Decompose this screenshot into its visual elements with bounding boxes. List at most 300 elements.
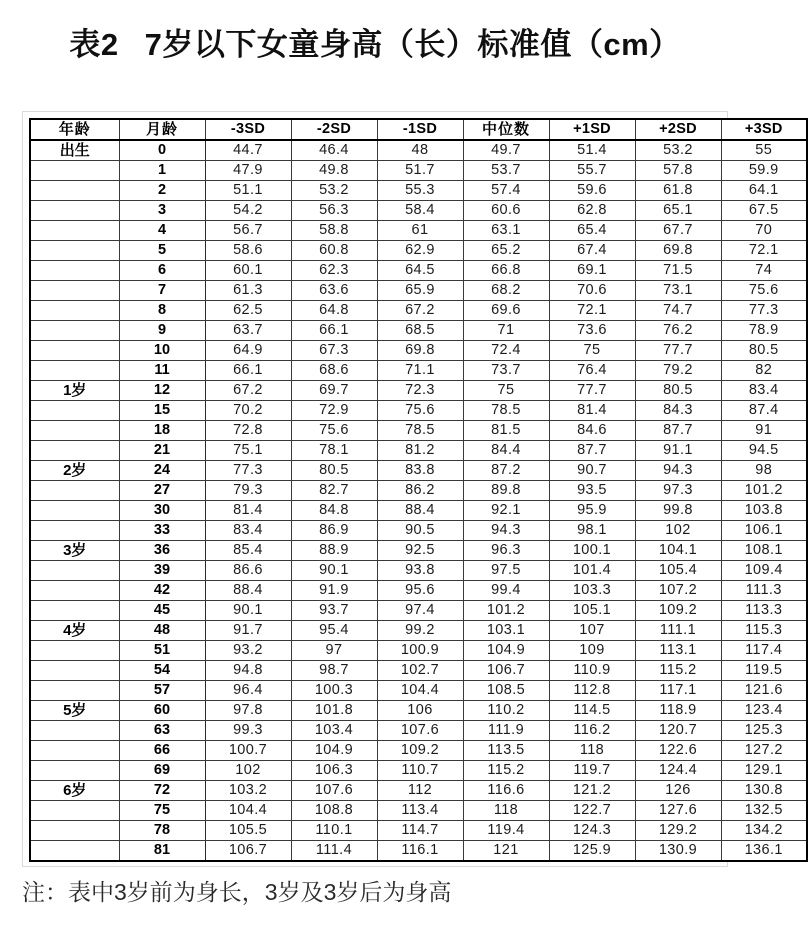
column-header-8[interactable]: +3SD bbox=[721, 119, 807, 140]
cell-age bbox=[30, 361, 119, 381]
cell-value: 100.1 bbox=[549, 541, 635, 561]
cell-value: 86.9 bbox=[291, 521, 377, 541]
cell-value: 78.5 bbox=[377, 421, 463, 441]
cell-value: 88.4 bbox=[205, 581, 291, 601]
cell-age bbox=[30, 321, 119, 341]
cell-value: 126 bbox=[635, 781, 721, 801]
table-row[interactable] bbox=[30, 181, 807, 201]
cell-value: 91.1 bbox=[635, 441, 721, 461]
cell-value: 103.3 bbox=[549, 581, 635, 601]
table-row[interactable] bbox=[30, 281, 807, 301]
cell-value: 81.4 bbox=[205, 501, 291, 521]
table-row[interactable] bbox=[30, 241, 807, 261]
cell-value: 109 bbox=[549, 641, 635, 661]
cell-value: 65.9 bbox=[377, 281, 463, 301]
cell-value: 95.9 bbox=[549, 501, 635, 521]
cell-month: 12 bbox=[119, 381, 205, 401]
cell-value: 57.4 bbox=[463, 181, 549, 201]
cell-value: 109.4 bbox=[721, 561, 807, 581]
cell-month: 7 bbox=[119, 281, 205, 301]
table-row[interactable] bbox=[30, 140, 807, 161]
table-row[interactable] bbox=[30, 221, 807, 241]
column-header-1[interactable]: 月龄 bbox=[119, 119, 205, 140]
cell-value: 68.6 bbox=[291, 361, 377, 381]
cell-value: 93.8 bbox=[377, 561, 463, 581]
cell-value: 101.2 bbox=[463, 601, 549, 621]
cell-value: 99.2 bbox=[377, 621, 463, 641]
cell-value: 61.8 bbox=[635, 181, 721, 201]
table-row[interactable] bbox=[30, 741, 807, 761]
cell-value: 66.1 bbox=[205, 361, 291, 381]
cell-value: 109.2 bbox=[377, 741, 463, 761]
cell-value: 122.6 bbox=[635, 741, 721, 761]
table-row[interactable] bbox=[30, 621, 807, 641]
cell-value: 115.3 bbox=[721, 621, 807, 641]
cell-value: 97.4 bbox=[377, 601, 463, 621]
cell-value: 116.6 bbox=[463, 781, 549, 801]
cell-value: 93.7 bbox=[291, 601, 377, 621]
table-row[interactable] bbox=[30, 361, 807, 381]
cell-value: 91.9 bbox=[291, 581, 377, 601]
cell-value: 124.3 bbox=[549, 821, 635, 841]
cell-value: 69.7 bbox=[291, 381, 377, 401]
cell-value: 53.7 bbox=[463, 161, 549, 181]
cell-value: 88.4 bbox=[377, 501, 463, 521]
cell-value: 83.4 bbox=[205, 521, 291, 541]
cell-value: 70.6 bbox=[549, 281, 635, 301]
cell-value: 114.5 bbox=[549, 701, 635, 721]
table-row[interactable] bbox=[30, 661, 807, 681]
cell-value: 106 bbox=[377, 701, 463, 721]
cell-value: 121.6 bbox=[721, 681, 807, 701]
cell-value: 75.6 bbox=[377, 401, 463, 421]
cell-value: 84.8 bbox=[291, 501, 377, 521]
cell-value: 117.1 bbox=[635, 681, 721, 701]
cell-value: 102 bbox=[635, 521, 721, 541]
cell-value: 81.4 bbox=[549, 401, 635, 421]
cell-value: 65.4 bbox=[549, 221, 635, 241]
table-row[interactable] bbox=[30, 161, 807, 181]
cell-value: 69.6 bbox=[463, 301, 549, 321]
cell-value: 72.4 bbox=[463, 341, 549, 361]
table-row[interactable] bbox=[30, 801, 807, 821]
cell-value: 97.5 bbox=[463, 561, 549, 581]
cell-value: 118 bbox=[549, 741, 635, 761]
cell-value: 55 bbox=[721, 140, 807, 161]
cell-value: 67.2 bbox=[205, 381, 291, 401]
cell-age bbox=[30, 661, 119, 681]
cell-age: 5岁 bbox=[30, 701, 119, 721]
cell-value: 64.5 bbox=[377, 261, 463, 281]
cell-month: 27 bbox=[119, 481, 205, 501]
cell-age bbox=[30, 761, 119, 781]
cell-value: 78.1 bbox=[291, 441, 377, 461]
cell-value: 59.6 bbox=[549, 181, 635, 201]
cell-value: 62.3 bbox=[291, 261, 377, 281]
cell-value: 112 bbox=[377, 781, 463, 801]
table-row[interactable] bbox=[30, 301, 807, 321]
cell-value: 99.8 bbox=[635, 501, 721, 521]
column-header-5[interactable]: 中位数 bbox=[463, 119, 549, 140]
cell-value: 67.2 bbox=[377, 301, 463, 321]
column-header-3[interactable]: -2SD bbox=[291, 119, 377, 140]
table-row[interactable] bbox=[30, 441, 807, 461]
cell-value: 94.8 bbox=[205, 661, 291, 681]
cell-value: 71.1 bbox=[377, 361, 463, 381]
cell-value: 79.3 bbox=[205, 481, 291, 501]
cell-value: 106.3 bbox=[291, 761, 377, 781]
table-row[interactable] bbox=[30, 821, 807, 841]
cell-value: 55.7 bbox=[549, 161, 635, 181]
cell-age bbox=[30, 421, 119, 441]
cell-age bbox=[30, 201, 119, 221]
cell-age bbox=[30, 641, 119, 661]
cell-value: 98.7 bbox=[291, 661, 377, 681]
cell-value: 108.8 bbox=[291, 801, 377, 821]
cell-value: 94.5 bbox=[721, 441, 807, 461]
cell-month: 24 bbox=[119, 461, 205, 481]
cell-value: 91.7 bbox=[205, 621, 291, 641]
column-header-2[interactable]: -3SD bbox=[205, 119, 291, 140]
cell-month: 57 bbox=[119, 681, 205, 701]
table-header bbox=[30, 119, 807, 140]
cell-value: 71.5 bbox=[635, 261, 721, 281]
cell-age bbox=[30, 281, 119, 301]
table-row[interactable] bbox=[30, 201, 807, 221]
cell-month: 0 bbox=[119, 140, 205, 161]
cell-age bbox=[30, 801, 119, 821]
table-row[interactable] bbox=[30, 601, 807, 621]
table-body bbox=[30, 140, 807, 861]
cell-value: 106.7 bbox=[205, 841, 291, 862]
cell-value: 130.9 bbox=[635, 841, 721, 862]
cell-value: 49.7 bbox=[463, 140, 549, 161]
cell-value: 48 bbox=[377, 140, 463, 161]
cell-month: 48 bbox=[119, 621, 205, 641]
cell-age bbox=[30, 181, 119, 201]
cell-month: 10 bbox=[119, 341, 205, 361]
cell-value: 87.7 bbox=[549, 441, 635, 461]
cell-value: 62.5 bbox=[205, 301, 291, 321]
cell-value: 127.2 bbox=[721, 741, 807, 761]
cell-value: 113.1 bbox=[635, 641, 721, 661]
cell-value: 79.2 bbox=[635, 361, 721, 381]
cell-value: 86.2 bbox=[377, 481, 463, 501]
cell-value: 44.7 bbox=[205, 140, 291, 161]
cell-age bbox=[30, 341, 119, 361]
cell-value: 88.9 bbox=[291, 541, 377, 561]
cell-value: 106.1 bbox=[721, 521, 807, 541]
cell-value: 84.3 bbox=[635, 401, 721, 421]
cell-month: 18 bbox=[119, 421, 205, 441]
cell-value: 118.9 bbox=[635, 701, 721, 721]
cell-month: 78 bbox=[119, 821, 205, 841]
cell-age bbox=[30, 681, 119, 701]
cell-value: 92.5 bbox=[377, 541, 463, 561]
cell-value: 127.6 bbox=[635, 801, 721, 821]
cell-age bbox=[30, 221, 119, 241]
table-row[interactable] bbox=[30, 721, 807, 741]
table-row[interactable] bbox=[30, 681, 807, 701]
cell-value: 119.4 bbox=[463, 821, 549, 841]
cell-value: 71 bbox=[463, 321, 549, 341]
cell-value: 66.1 bbox=[291, 321, 377, 341]
cell-month: 6 bbox=[119, 261, 205, 281]
cell-value: 103.8 bbox=[721, 501, 807, 521]
cell-age bbox=[30, 301, 119, 321]
cell-value: 87.7 bbox=[635, 421, 721, 441]
table-row[interactable] bbox=[30, 401, 807, 421]
cell-value: 114.7 bbox=[377, 821, 463, 841]
table-row[interactable] bbox=[30, 781, 807, 801]
table-row[interactable] bbox=[30, 341, 807, 361]
table-footnote: 注：表中3岁前为身长，3岁及3岁后为身高 bbox=[22, 879, 452, 905]
table-row[interactable] bbox=[30, 261, 807, 281]
cell-value: 123.4 bbox=[721, 701, 807, 721]
cell-age: 1岁 bbox=[30, 381, 119, 401]
cell-value: 97.3 bbox=[635, 481, 721, 501]
cell-value: 112.8 bbox=[549, 681, 635, 701]
cell-value: 98.1 bbox=[549, 521, 635, 541]
cell-month: 42 bbox=[119, 581, 205, 601]
cell-value: 77.3 bbox=[721, 301, 807, 321]
cell-value: 110.7 bbox=[377, 761, 463, 781]
cell-value: 77.7 bbox=[635, 341, 721, 361]
column-header-0[interactable]: 年龄 bbox=[30, 119, 119, 140]
cell-month: 72 bbox=[119, 781, 205, 801]
cell-value: 69.8 bbox=[377, 341, 463, 361]
cell-value: 66.8 bbox=[463, 261, 549, 281]
cell-value: 107.6 bbox=[377, 721, 463, 741]
cell-value: 72.8 bbox=[205, 421, 291, 441]
cell-value: 90.7 bbox=[549, 461, 635, 481]
cell-value: 72.1 bbox=[549, 301, 635, 321]
cell-value: 105.1 bbox=[549, 601, 635, 621]
cell-value: 115.2 bbox=[635, 661, 721, 681]
cell-age bbox=[30, 521, 119, 541]
cell-month: 36 bbox=[119, 541, 205, 561]
cell-value: 74 bbox=[721, 261, 807, 281]
cell-value: 64.9 bbox=[205, 341, 291, 361]
cell-value: 100.9 bbox=[377, 641, 463, 661]
cell-value: 67.7 bbox=[635, 221, 721, 241]
cell-value: 70 bbox=[721, 221, 807, 241]
cell-value: 90.1 bbox=[205, 601, 291, 621]
cell-value: 87.4 bbox=[721, 401, 807, 421]
cell-value: 72.1 bbox=[721, 241, 807, 261]
cell-value: 104.9 bbox=[291, 741, 377, 761]
cell-value: 86.6 bbox=[205, 561, 291, 581]
cell-value: 77.3 bbox=[205, 461, 291, 481]
cell-value: 75.6 bbox=[291, 421, 377, 441]
cell-value: 56.7 bbox=[205, 221, 291, 241]
cell-value: 81.5 bbox=[463, 421, 549, 441]
cell-value: 51.1 bbox=[205, 181, 291, 201]
cell-month: 3 bbox=[119, 201, 205, 221]
cell-value: 119.5 bbox=[721, 661, 807, 681]
table-row[interactable] bbox=[30, 461, 807, 481]
cell-value: 62.8 bbox=[549, 201, 635, 221]
cell-value: 101.2 bbox=[721, 481, 807, 501]
cell-value: 119.7 bbox=[549, 761, 635, 781]
cell-age bbox=[30, 561, 119, 581]
cell-value: 95.6 bbox=[377, 581, 463, 601]
table-row[interactable] bbox=[30, 481, 807, 501]
cell-value: 92.1 bbox=[463, 501, 549, 521]
column-header-6[interactable]: +1SD bbox=[549, 119, 635, 140]
cell-value: 59.9 bbox=[721, 161, 807, 181]
cell-value: 47.9 bbox=[205, 161, 291, 181]
cell-value: 101.8 bbox=[291, 701, 377, 721]
cell-age bbox=[30, 261, 119, 281]
cell-value: 98 bbox=[721, 461, 807, 481]
cell-month: 51 bbox=[119, 641, 205, 661]
cell-value: 67.3 bbox=[291, 341, 377, 361]
cell-age bbox=[30, 241, 119, 261]
cell-value: 64.8 bbox=[291, 301, 377, 321]
cell-month: 60 bbox=[119, 701, 205, 721]
cell-age bbox=[30, 581, 119, 601]
cell-month: 15 bbox=[119, 401, 205, 421]
table-row[interactable] bbox=[30, 561, 807, 581]
cell-value: 60.8 bbox=[291, 241, 377, 261]
cell-value: 108.5 bbox=[463, 681, 549, 701]
cell-value: 87.2 bbox=[463, 461, 549, 481]
cell-value: 57.8 bbox=[635, 161, 721, 181]
cell-value: 103.1 bbox=[463, 621, 549, 641]
table-row[interactable] bbox=[30, 701, 807, 721]
cell-value: 67.4 bbox=[549, 241, 635, 261]
cell-month: 33 bbox=[119, 521, 205, 541]
cell-value: 75 bbox=[463, 381, 549, 401]
cell-value: 68.5 bbox=[377, 321, 463, 341]
cell-value: 125.9 bbox=[549, 841, 635, 862]
cell-value: 90.1 bbox=[291, 561, 377, 581]
cell-age bbox=[30, 821, 119, 841]
cell-value: 73.1 bbox=[635, 281, 721, 301]
cell-value: 107.2 bbox=[635, 581, 721, 601]
cell-value: 121.2 bbox=[549, 781, 635, 801]
table-row[interactable] bbox=[30, 321, 807, 341]
table-row[interactable] bbox=[30, 641, 807, 661]
cell-value: 76.4 bbox=[549, 361, 635, 381]
cell-value: 80.5 bbox=[721, 341, 807, 361]
cell-value: 108.1 bbox=[721, 541, 807, 561]
table-row[interactable] bbox=[30, 521, 807, 541]
cell-value: 69.1 bbox=[549, 261, 635, 281]
growth-standards-table bbox=[29, 118, 808, 862]
cell-value: 89.8 bbox=[463, 481, 549, 501]
cell-value: 111.9 bbox=[463, 721, 549, 741]
cell-month: 8 bbox=[119, 301, 205, 321]
cell-value: 113.5 bbox=[463, 741, 549, 761]
table-row[interactable] bbox=[30, 581, 807, 601]
cell-value: 60.1 bbox=[205, 261, 291, 281]
cell-value: 75 bbox=[549, 341, 635, 361]
cell-value: 78.5 bbox=[463, 401, 549, 421]
cell-value: 81.2 bbox=[377, 441, 463, 461]
cell-value: 110.2 bbox=[463, 701, 549, 721]
page-title-label: 表2 bbox=[69, 27, 119, 62]
cell-value: 72.9 bbox=[291, 401, 377, 421]
cell-month: 2 bbox=[119, 181, 205, 201]
table-row[interactable] bbox=[30, 541, 807, 561]
cell-value: 93.2 bbox=[205, 641, 291, 661]
cell-value: 96.3 bbox=[463, 541, 549, 561]
cell-value: 73.6 bbox=[549, 321, 635, 341]
column-header-7[interactable]: +2SD bbox=[635, 119, 721, 140]
cell-value: 58.6 bbox=[205, 241, 291, 261]
table-row[interactable] bbox=[30, 381, 807, 401]
cell-value: 96.4 bbox=[205, 681, 291, 701]
table-row[interactable] bbox=[30, 501, 807, 521]
cell-value: 102.7 bbox=[377, 661, 463, 681]
cell-value: 95.4 bbox=[291, 621, 377, 641]
cell-value: 70.2 bbox=[205, 401, 291, 421]
cell-month: 75 bbox=[119, 801, 205, 821]
cell-value: 73.7 bbox=[463, 361, 549, 381]
cell-value: 105.5 bbox=[205, 821, 291, 841]
cell-value: 82.7 bbox=[291, 481, 377, 501]
cell-value: 85.4 bbox=[205, 541, 291, 561]
cell-value: 75.1 bbox=[205, 441, 291, 461]
cell-value: 83.8 bbox=[377, 461, 463, 481]
table-scroll-area[interactable] bbox=[29, 118, 783, 860]
table-row[interactable] bbox=[30, 841, 807, 862]
cell-value: 130.8 bbox=[721, 781, 807, 801]
cell-value: 120.7 bbox=[635, 721, 721, 741]
cell-value: 56.3 bbox=[291, 201, 377, 221]
cell-age bbox=[30, 161, 119, 181]
cell-month: 5 bbox=[119, 241, 205, 261]
cell-value: 101.4 bbox=[549, 561, 635, 581]
cell-age bbox=[30, 601, 119, 621]
cell-value: 107.6 bbox=[291, 781, 377, 801]
cell-age: 3岁 bbox=[30, 541, 119, 561]
cell-age bbox=[30, 741, 119, 761]
cell-value: 61.3 bbox=[205, 281, 291, 301]
table-row[interactable] bbox=[30, 761, 807, 781]
cell-value: 136.1 bbox=[721, 841, 807, 862]
cell-value: 100.7 bbox=[205, 741, 291, 761]
table-row[interactable] bbox=[30, 421, 807, 441]
cell-value: 117.4 bbox=[721, 641, 807, 661]
cell-value: 54.2 bbox=[205, 201, 291, 221]
cell-age bbox=[30, 441, 119, 461]
cell-value: 97 bbox=[291, 641, 377, 661]
cell-month: 45 bbox=[119, 601, 205, 621]
column-header-4[interactable]: -1SD bbox=[377, 119, 463, 140]
cell-value: 51.4 bbox=[549, 140, 635, 161]
cell-value: 75.6 bbox=[721, 281, 807, 301]
cell-age bbox=[30, 501, 119, 521]
cell-value: 53.2 bbox=[635, 140, 721, 161]
cell-value: 97.8 bbox=[205, 701, 291, 721]
cell-value: 74.7 bbox=[635, 301, 721, 321]
cell-value: 80.5 bbox=[291, 461, 377, 481]
cell-month: 1 bbox=[119, 161, 205, 181]
cell-value: 58.4 bbox=[377, 201, 463, 221]
cell-value: 93.5 bbox=[549, 481, 635, 501]
cell-value: 104.4 bbox=[377, 681, 463, 701]
page-title-main: 7岁以下女童身高（长）标准值（cm） bbox=[144, 27, 681, 62]
cell-age bbox=[30, 481, 119, 501]
cell-value: 125.3 bbox=[721, 721, 807, 741]
cell-value: 104.1 bbox=[635, 541, 721, 561]
cell-age: 出生 bbox=[30, 140, 119, 161]
cell-value: 103.4 bbox=[291, 721, 377, 741]
cell-value: 110.9 bbox=[549, 661, 635, 681]
